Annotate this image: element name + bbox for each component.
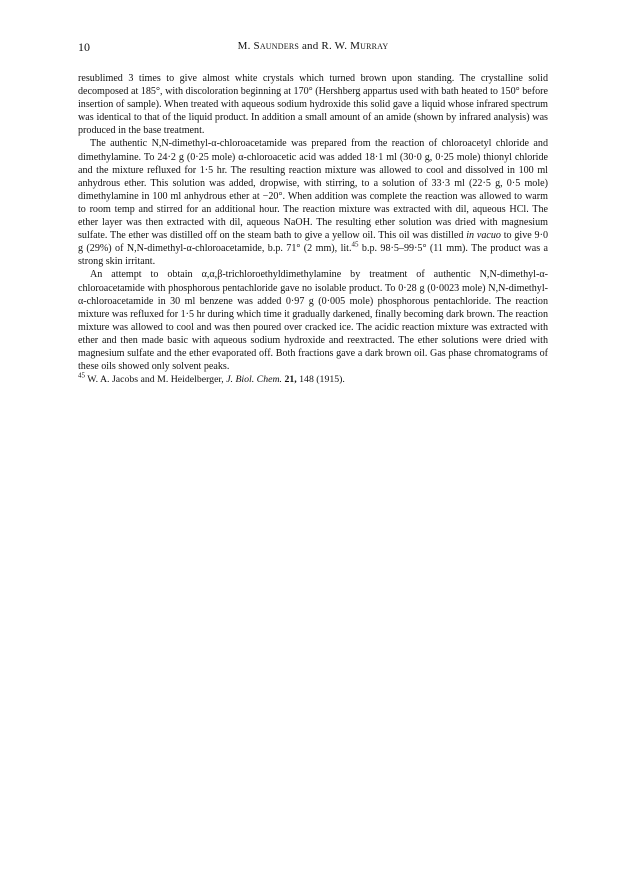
paragraph-3: An attempt to obtain α,α,β-trichloroethyldimethylamine by treatment of authentic N,N-dimethyl-α-chloroacetamide with phosphorous pentachloride gave no isolable product. To 0·28 g (0·0023 mole) N,N-dimethyl-α-chloroacetamide in 30 ml benzene was added 0·97 g (0·005 mole) phosphorous pentachloride. The reaction mixture was refluxed for 1·5 hr during which time it gradually darkened, finally becoming dark brown. The reaction mixture was allowed to cool and was then poured over cracked ice. The acidic reaction mixture was extracted with ether and then made basic with aqueous sodium hydroxide and reextracted. The ether solutions were dried with magnesium sulfate and the ether evaporated off. Both fractions gave a dark brown oil. Gas phase chromatograms of these oils showed only solvent peaks.	[78, 269, 548, 373]
footnote-volume: 21,	[284, 374, 297, 386]
footnote-authors: W. A. Jacobs and M. Heidelberger,	[87, 374, 224, 386]
running-head-part: M. S	[237, 40, 260, 52]
running-head-part: urray	[360, 40, 389, 52]
paragraph-2	[78, 137, 548, 268]
paragraph-2-text: The authentic N,N-dimethyl-α-chloroacetamide was prepared from the reaction of chloroacetyl chloride and dimethylamine. To 24·2 g (0·25 mole) α-chloroacetic acid was added 18·1 ml (30·0 g, 0·25 mole) thionyl chloride and the mixture refluxed for 1·5 hr. The resulting reaction mixture was allowed to cool and dissolved in 100 ml anhydrous ether. This solution was added, dropwise, with stirring, to a solution of 33·3 ml (22·5 g, 0·5 mole) dimethylamine in 100 ml anhydrous ether at −20°. When addition was complete the reaction was allowed to warm to room temp and stirred for an additional hour. The reaction mixture was extracted with dil, aqueous HCl. The ether layer was then extracted with dil, aqueous NaOH. The resulting ether solution was dried with magnesium sulfate. The ether was distilled off on the steam bath to give a yellow oil. This oil was distilled	[78, 138, 548, 242]
paragraph-2-tail: to give 9·0 g (29%) of N,N-dimethyl-α-chloroacetamide, b.p. 71° (2 mm), lit.	[78, 230, 549, 255]
page-number: 10	[78, 40, 90, 54]
running-head-part: aunders	[259, 40, 300, 52]
footnote-marker: 45	[78, 371, 85, 380]
paragraph-1: resublimed 3 times to give almost white crystals which turned brown upon standing. The crystalline solid decomposed at 185°, with discoloration beginning at 170° (Hershberg appartus used with bath heated to 150° before insertion of sample). When treated with aqueous sodium hydroxide this solid gave a liquid whose infrared spectrum was identical to that of the liquid product. In addition a small amount of an amide (shown by infrared analysis) was produced in the base treatment.	[78, 73, 548, 137]
body-text	[78, 72, 548, 386]
paragraph-2-tail: b.p. 98·5–99·5° (11 mm). The product was a strong skin irritant.	[78, 243, 548, 268]
footnote	[78, 373, 548, 386]
footnote-rest: 148 (1915).	[299, 374, 345, 386]
italic-phrase: in vacuo	[466, 230, 501, 242]
footnote-journal: J. Biol. Chem.	[226, 374, 282, 386]
page-header	[78, 40, 548, 58]
reference-marker: 45	[351, 240, 359, 249]
running-head	[78, 40, 548, 52]
page	[78, 40, 548, 386]
running-head-part: and R. W. M	[301, 40, 361, 52]
